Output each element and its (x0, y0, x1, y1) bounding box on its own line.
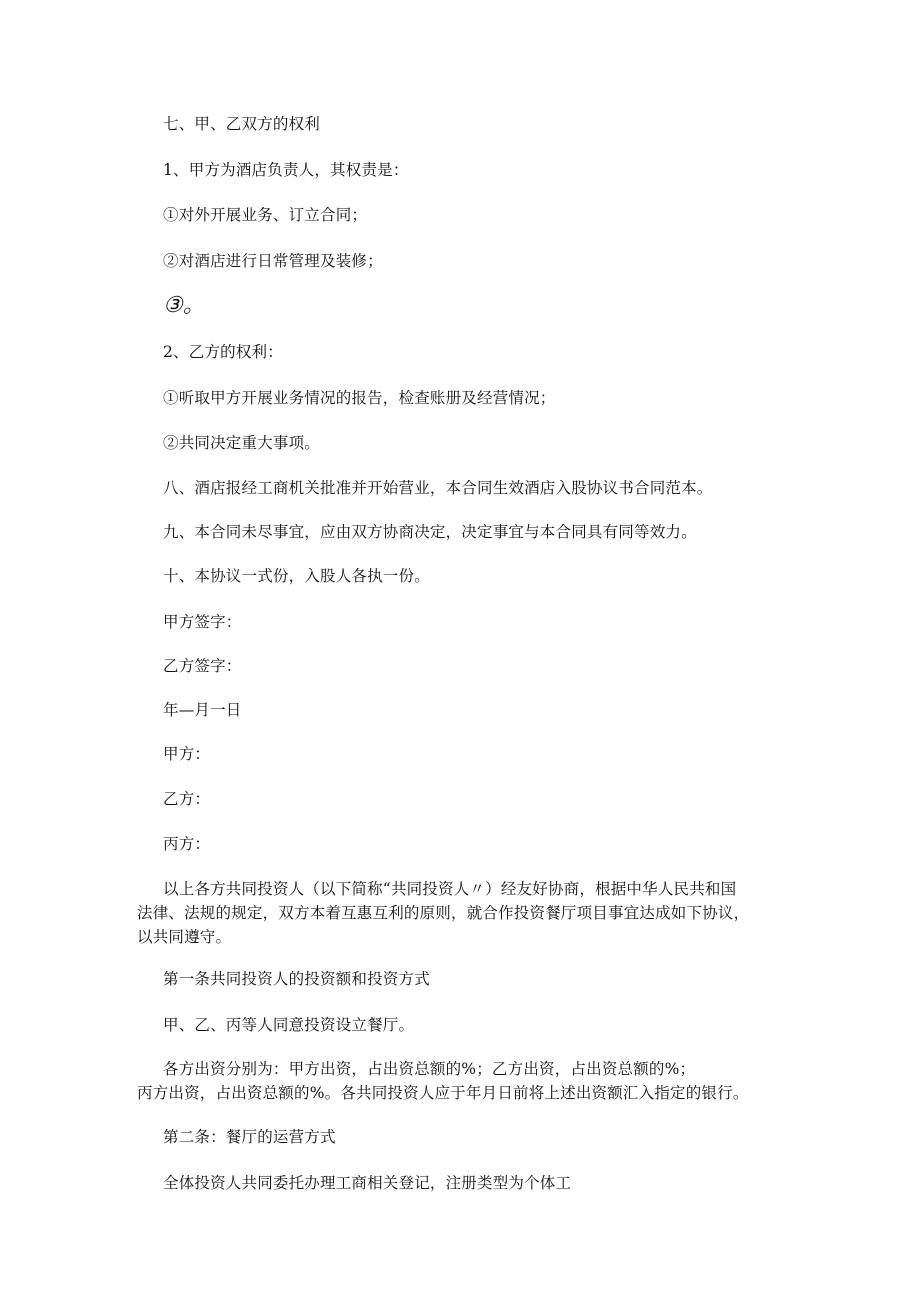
duty-item-2: ②对酒店进行日常管理及装修； (163, 252, 383, 270)
right-item-2: ②共同决定重大事项。 (163, 434, 321, 452)
duty-item-1: ①对外开展业务、订立合同； (163, 206, 368, 224)
right-item-1: ①听取甲方开展业务情况的报告，检查账册及经营情况； (163, 389, 556, 407)
preamble-line-1: 以上各方共同投资人（以下简称“共同投资人〃）经友好协商，根据中华人民共和国 (163, 880, 737, 898)
section-7-heading: 七、甲、乙双方的权利 (163, 115, 321, 133)
date-line: 年—月一日 (163, 701, 242, 719)
article-1-para-1: 甲、乙、丙等人同意投资设立餐厅。 (163, 1016, 415, 1034)
preamble-line-2: 法律、法规的规定，双方本着互惠互利的原则，就合作投资餐厅项目事宜达成如下协议， (137, 904, 750, 922)
article-1-para-2-line-2: 丙方出资，占出资总额的%。各共同投资人应于年月日前将上述出资额汇入指定的银行。 (137, 1084, 749, 1102)
party-a-label: 甲方： (163, 745, 211, 763)
party-b-label: 乙方： (163, 790, 211, 808)
party-b-signature: 乙方签字： (163, 657, 242, 675)
section-9: 九、本合同未尽事宜，应由双方协商决定，决定事宜与本合同具有同等效力。 (163, 523, 697, 541)
clause-1-party-a-duties: 1、甲方为酒店负责人，其权责是： (163, 161, 409, 179)
article-1-para-2-line-1: 各方出资分别为：甲方出资，占出资总额的%；乙方出资，占出资总额的%； (163, 1060, 696, 1078)
party-a-signature: 甲方签字： (163, 613, 242, 631)
party-c-label: 丙方： (163, 835, 211, 853)
section-8: 八、酒店报经工商机关批准并开始营业，本合同生效酒店入股协议书合同范本。 (163, 479, 713, 497)
preamble-line-3: 以共同遵守。 (137, 928, 232, 946)
section-10: 十、本协议一式份，入股人各执一份。 (163, 567, 430, 585)
clause-2-party-b-rights: 2、乙方的权利： (163, 343, 283, 361)
duty-item-3: ③。 (163, 293, 206, 318)
article-2-para-1: 全体投资人共同委托办理工商相关登记，注册类型为个体工 (163, 1174, 572, 1192)
article-1-heading: 第一条共同投资人的投资额和投资方式 (163, 970, 430, 988)
article-2-heading: 第二条：餐厅的运营方式 (163, 1128, 336, 1146)
